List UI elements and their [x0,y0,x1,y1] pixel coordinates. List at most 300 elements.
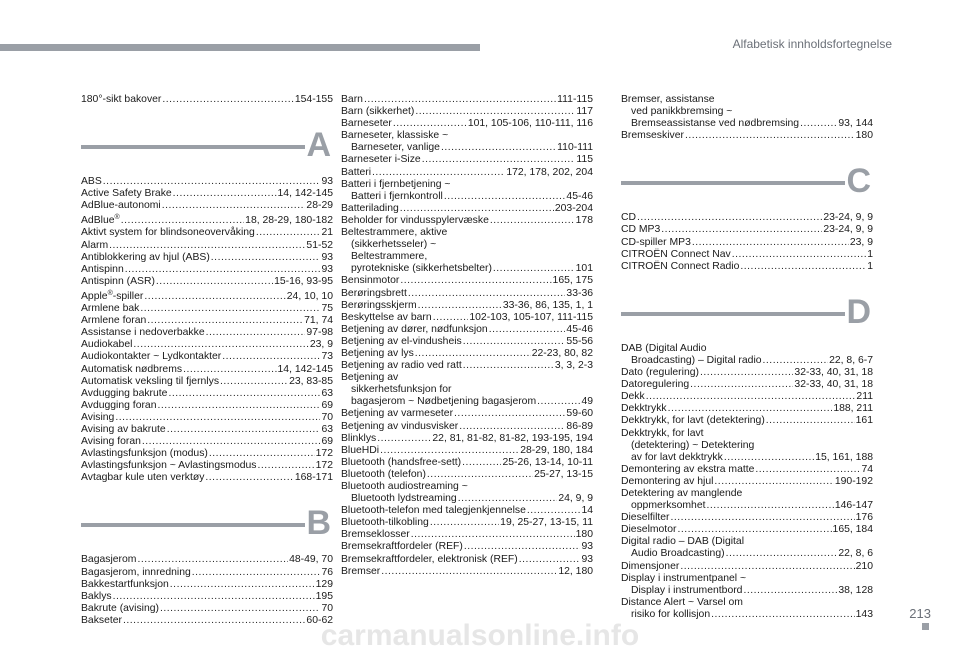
dot-leader [444,191,566,203]
index-entry-pages: 73 [321,351,333,363]
index-entry-term [351,493,457,505]
dot-leader [144,291,285,303]
index-entry-term [81,227,255,239]
index-entry [81,424,333,436]
dot-leader [646,391,856,403]
index-entry [621,261,873,273]
dot-leader [690,379,793,391]
dot-leader [205,472,293,484]
dot-leader [418,300,502,312]
index-entry-pages: 3, 3, 2-3 [554,360,593,372]
dot-leader [115,412,320,424]
index-entry-pages: 22, 8, 6-7 [829,354,873,366]
term-text: AdBlue [81,215,115,227]
index-entry-term [81,448,208,460]
index-entry-term [81,351,221,363]
dot-leader [162,200,306,212]
index-entry-pages: 60-62 [306,614,333,626]
index-entry [81,364,333,376]
dot-leader [147,315,303,327]
index-entry-term [81,364,182,376]
term-text-suffix: -spiller [112,290,144,302]
index-entry-pages: 117 [576,106,593,118]
index-entry-term [351,396,536,408]
index-entry [341,191,593,203]
dot-leader [160,603,320,615]
dot-leader [258,460,315,472]
term-text: Berøringsskjerm [341,299,417,311]
term-text: Armlene bak [81,303,140,315]
index-entry-pages: 165, 175 [552,275,593,287]
index-entry-term [341,167,371,179]
index-entry-pages: 188, 211 [833,403,873,415]
term-text: Avdugging bakrute [81,387,168,399]
index-entry-pages: 24, 10, 10 [286,290,333,302]
index-entry [81,603,333,615]
index-entry-term [341,215,489,227]
index-entry-term [81,188,172,200]
index-entry-pages: 14, 142-145 [277,363,333,375]
index-entry [621,403,873,415]
dot-leader [380,445,519,457]
index-entry-pages: 48-49, 70 [289,554,333,566]
index-entry-term [341,554,518,566]
term-text: Barn [341,94,363,105]
index-entry-term [341,433,376,445]
term-text: Bensinmotor [341,275,400,287]
section-letter-label: B [306,504,331,543]
index-entry-term [81,315,146,327]
index-entry-term [81,412,114,424]
header-bar [0,44,480,51]
index-entry [81,460,333,472]
dot-leader [415,106,575,118]
index-entry [621,585,873,597]
index-entry-term [341,154,421,166]
index-entry-text: Betjening av [341,372,399,384]
index-entry-pages: 165, 184 [832,524,873,536]
index-entry-pages: 71, 74 [304,315,333,327]
index-entry [621,379,873,391]
term-text: Batteri i fjernkontroll [351,190,443,202]
index-entry-pages: 161 [855,415,873,427]
dot-leader [168,388,320,400]
index-entry-term [631,118,799,130]
term-text: Demontering av hjul [621,475,714,487]
index-entry [341,348,593,360]
index-entry-pages: 18, 28-29, 180-182 [245,215,333,227]
section-letter-d [621,285,873,331]
term-text: risiko for kollisjon [631,608,711,620]
index-entry-pages: 93 [321,251,333,263]
index-entry-pages: 15-16, 93-95 [274,275,333,287]
dot-leader [740,261,866,273]
index-entry-pages: 33-36 [566,287,593,299]
term-text: Bluetooth lydstreaming [351,493,457,505]
index-entry-pages: 110-111 [557,142,593,154]
index-entry-pages: 180 [855,130,873,142]
index-entry [81,227,333,239]
dot-leader [173,188,277,200]
index-entry [81,579,333,591]
index-entry-term [81,264,124,276]
term-text: Dato (regulering) [621,367,699,379]
index-entry-term [81,94,161,106]
index-entry-pages: 23, 9 [849,236,873,248]
index-entry-pages: 74 [861,463,873,475]
term-text: Bremsekraftfordeler, elektronisk (REF) [341,553,518,565]
dot-leader [680,561,854,573]
term-text: BlueHDi [341,444,380,456]
term-text: Datoregulering [621,379,690,391]
index-entry-text: (sikkerhetsseler) ~ [351,239,437,251]
index-entry [341,312,593,324]
term-text: Assistanse i nedoverbakke [81,327,205,339]
index-entry [341,541,593,553]
index-entry-term [81,388,167,400]
index-entry-term [621,261,739,273]
index-entry-pages: 49 [581,396,593,408]
index-entry-term [81,460,257,472]
dot-leader [692,237,849,249]
dot-leader [724,452,814,464]
index-entry-pages: 93 [321,263,333,275]
index-entry-pages: 38, 128 [838,584,873,596]
dot-leader [732,249,867,261]
index-entry [341,445,593,457]
index-entry-text: Dekktrykk, for lavt [621,427,704,439]
dot-leader [158,400,321,412]
index-entry [81,388,333,400]
term-text: Apple [81,290,108,302]
index-entry-term [621,367,699,379]
index-entry-term [621,212,636,224]
term-text: Bagasjerom [81,554,137,566]
registered-mark: ® [114,214,120,222]
index-entry [341,203,593,215]
index-entry-pages: 101 [575,263,593,275]
term-text: Aktivt system for blindsoneovervåking [81,227,255,239]
index-entry [621,249,873,261]
index-entry-term [81,288,143,303]
index-entry-term [621,524,676,536]
index-entry [81,212,333,227]
index-entry-term [81,327,205,339]
term-text: Barneseter, vanlige [351,142,440,154]
index-entry-pages: 178 [575,214,593,226]
dot-leader [140,303,320,315]
index-entry-pages: 19, 25-27, 13-15, 11 [500,517,593,529]
term-text: Avising foran [81,436,141,448]
dot-leader [458,493,558,505]
term-text: Betjening av vindusvisker [341,420,459,432]
term-text: ABS [81,176,102,188]
index-entry-pages: 93 [321,176,333,188]
term-text: Broadcasting) – Digital radio [631,354,762,366]
index-entry [341,336,593,348]
index-entry [341,300,593,312]
term-text: Avising [81,411,115,423]
index-entry [341,396,593,408]
index-entry-term [341,360,462,372]
index-entry-term [631,355,762,367]
index-entry-pages: 93 [581,541,593,553]
index-entry-term [81,579,169,591]
dot-leader [415,348,531,360]
index-entry [341,493,593,505]
index-entry-term [621,403,667,415]
index-entry [341,167,593,179]
index-entry-pages: 25-26, 13-14, 10-11 [502,456,593,468]
dot-leader [454,408,565,420]
section-letter-label: A [306,126,331,165]
term-text: Armlene foran [81,315,147,327]
index-entry-term [621,249,731,261]
index-entry [81,288,333,303]
term-text: Dieselfilter [621,512,670,524]
dot-leader [537,396,580,408]
dot-leader [671,512,855,524]
term-text: Dekktrykk [621,403,667,415]
index-entry-pages: 45-46 [566,323,593,335]
term-text: Baklys [81,590,112,602]
dot-leader [103,176,321,188]
index-entry-term [621,476,713,488]
index-entry-pages: 172 [315,460,333,472]
term-text: Avising av bakrute [81,423,166,435]
term-text: Bluetooth (handsfree-sett) [341,456,462,468]
index-entry-pages: 70 [321,602,333,614]
index-entry-term [81,252,210,264]
dot-leader [707,500,834,512]
index-entry-pages: 28-29, 180, 184 [520,444,593,456]
index-entry-pages: 23-24, 9, 9 [823,224,873,236]
index-entry-term [631,500,706,512]
term-text: Audio Broadcasting) [631,548,725,560]
index-entry-term [631,452,723,464]
section-letter-b [81,496,333,542]
page-number: 213 [909,606,931,621]
index-entry-pages: 69 [321,399,333,411]
index-entry [621,212,873,224]
index-entry [81,567,333,579]
index-entry-pages: 23, 83-85 [289,375,333,387]
index-entry [81,276,333,288]
term-text: Display i instrumentbord [631,584,743,596]
index-entry-text: Batteri i fjernbetjening ~ [341,178,451,190]
dot-leader [489,324,566,336]
index-entry-term [621,415,765,427]
dot-leader [800,118,837,130]
term-text: Antispinn (ASR) [81,275,155,287]
index-entry-pages: 24, 9, 9 [558,493,593,505]
index-entry-pages: 75 [321,303,333,315]
index-entry-text: sikkerhetsfunksjon for [351,384,452,396]
index-entry-term [351,263,492,275]
dot-leader [192,567,321,579]
term-text: Bremseassistanse ved nødbremsing [631,118,800,130]
term-text: Berøringsbrett [341,287,407,299]
index-entry [621,237,873,249]
dot-leader [668,403,833,415]
index-entry-term [341,300,417,312]
index-entry [341,408,593,420]
index-entry [621,355,873,367]
index-entry [341,215,593,227]
term-text: Bremseskiver [621,130,684,142]
index-entry-term [621,391,645,403]
dot-leader [685,130,855,142]
term-text: Bremser [341,565,381,577]
index-entry [81,240,333,252]
index-entry-pages: 1 [867,248,873,260]
index-entry-pages: 32-33, 40, 31, 18 [794,367,873,379]
index-entry-term [621,130,684,142]
section-gap [621,331,873,343]
dot-leader [408,288,566,300]
index-entry [621,561,873,573]
index-entry [621,548,873,560]
index-entry-pages: 129 [315,578,333,590]
dot-leader [766,415,855,427]
section-gap [621,200,873,212]
index-entry [341,263,593,275]
dot-leader [170,579,315,591]
index-entry-pages: 23-24, 9, 9 [823,212,873,224]
index-entry-term [81,567,191,579]
term-text: Avlastingsfunksjon (modus) [81,448,208,460]
dot-leader [493,263,575,275]
index-entry-pages: 97-98 [306,327,333,339]
index-entry-pages: 76 [321,566,333,578]
index-entry [341,324,593,336]
term-text: Batteri [341,166,372,178]
index-entry-term [81,212,120,227]
index-entry-term [631,585,742,597]
index-entry [621,452,873,464]
index-entry-pages: 14, 142-145 [277,188,333,200]
term-text: Bluetooth-tilkobling [341,517,429,529]
index-entry [81,436,333,448]
index-entry-term [341,505,526,517]
term-text: Dimensjoner [621,560,680,572]
index-entry-pages: 176 [855,512,873,524]
dot-leader [364,94,556,106]
dot-leader [637,212,822,224]
index-entry-term [81,376,219,388]
dot-leader [441,142,556,154]
index-column-3 [621,94,873,621]
index-entry-pages: 93, 144 [838,118,873,130]
index-entry [81,448,333,460]
index-entry [81,264,333,276]
term-text: Barn (sikkerhet) [341,106,415,118]
index-entry-text: ved panikkbremsing ~ [631,106,733,118]
index-entry-term [341,336,462,348]
term-text: Betjening av varmeseter [341,408,454,420]
index-entry-pages: 102-103, 105-107, 111-115 [469,311,593,323]
index-entry-pages: 14 [581,505,593,517]
dot-leader [427,469,533,481]
index-entry-term [81,591,112,603]
index-entry-pages: 33-36, 86, 135, 1, 1 [502,299,593,311]
index-entry-term [631,548,725,560]
dot-leader [527,505,581,517]
index-entry [81,188,333,200]
page-title: Alfabetisk innholdsfortegnelse [732,37,892,51]
index-entry [341,118,593,130]
index-entry-term [341,517,429,529]
index-entry [621,524,873,536]
index-entry [341,457,593,469]
term-text: Blinklys [341,432,377,444]
index-entry [621,224,873,236]
term-text: bagasjerom ~ Nødbetjening bagasjerom [351,396,537,408]
index-entry-text: Digital radio – DAB (Digital [621,536,745,548]
index-entry-pages: 12, 180 [558,565,593,577]
index-entry-pages: 195 [315,590,333,602]
index-entry-text: DAB (Digital Audio [621,342,707,354]
index-entry-pages: 25-27, 13-15 [534,468,593,480]
index-entry-term [81,554,136,566]
term-text: Avlastingsfunksjon ~ Avlastingsmodus [81,460,257,472]
index-entry [341,142,593,154]
term-text: Bluetooth-telefon med talegjenkjennelse [341,505,526,517]
section-divider [81,145,305,149]
index-entry-pages: 51-52 [306,239,333,251]
index-entry [81,591,333,603]
index-entry-text: Bremser, assistanse [621,94,715,105]
index-entry-term [341,457,461,469]
term-text: Bremseklosser [341,529,410,541]
dot-leader [137,554,288,566]
index-entry [81,472,333,484]
index-entry-pages: 180 [575,529,593,541]
term-text: Automatisk nødbrems [81,363,183,375]
index-entry-term [621,464,754,476]
index-entry-term [81,436,141,448]
dot-leader [372,167,505,179]
term-text: Betjening av dører, nødfunksjon [341,323,488,335]
term-text: Antiblokkering av hjul (ABS) [81,251,210,263]
term-text: av for lavt dekktrykk [631,451,723,463]
term-text: Dekktrykk, for lavt (detektering) [621,415,765,427]
index-entry-term [341,445,379,457]
dot-leader [400,275,551,287]
index-entry-term [621,224,660,236]
index-entry [341,517,593,529]
index-entry-pages: 28-29 [306,200,333,212]
index-entry-text: Detektering av manglende [621,487,743,499]
term-text: Bakkestartfunksjon [81,578,169,590]
dot-leader [220,376,288,388]
term-text: Bakrute (avising) [81,602,159,614]
dot-leader [411,529,575,541]
index-entry-pages: 154-155 [294,94,333,105]
index-entry-pages: 21 [321,227,333,239]
dot-leader [463,336,566,348]
index-entry [81,315,333,327]
term-text: oppmerksomhet [631,500,706,512]
index-entry-term [341,541,463,553]
index-entry-pages: 59-60 [566,408,593,420]
section-letter-c [621,154,873,200]
index-entry-term [341,566,380,578]
dot-leader [377,433,431,445]
term-text: Batterilading [341,202,399,214]
index-entry-term [81,303,139,315]
dot-leader [142,436,321,448]
